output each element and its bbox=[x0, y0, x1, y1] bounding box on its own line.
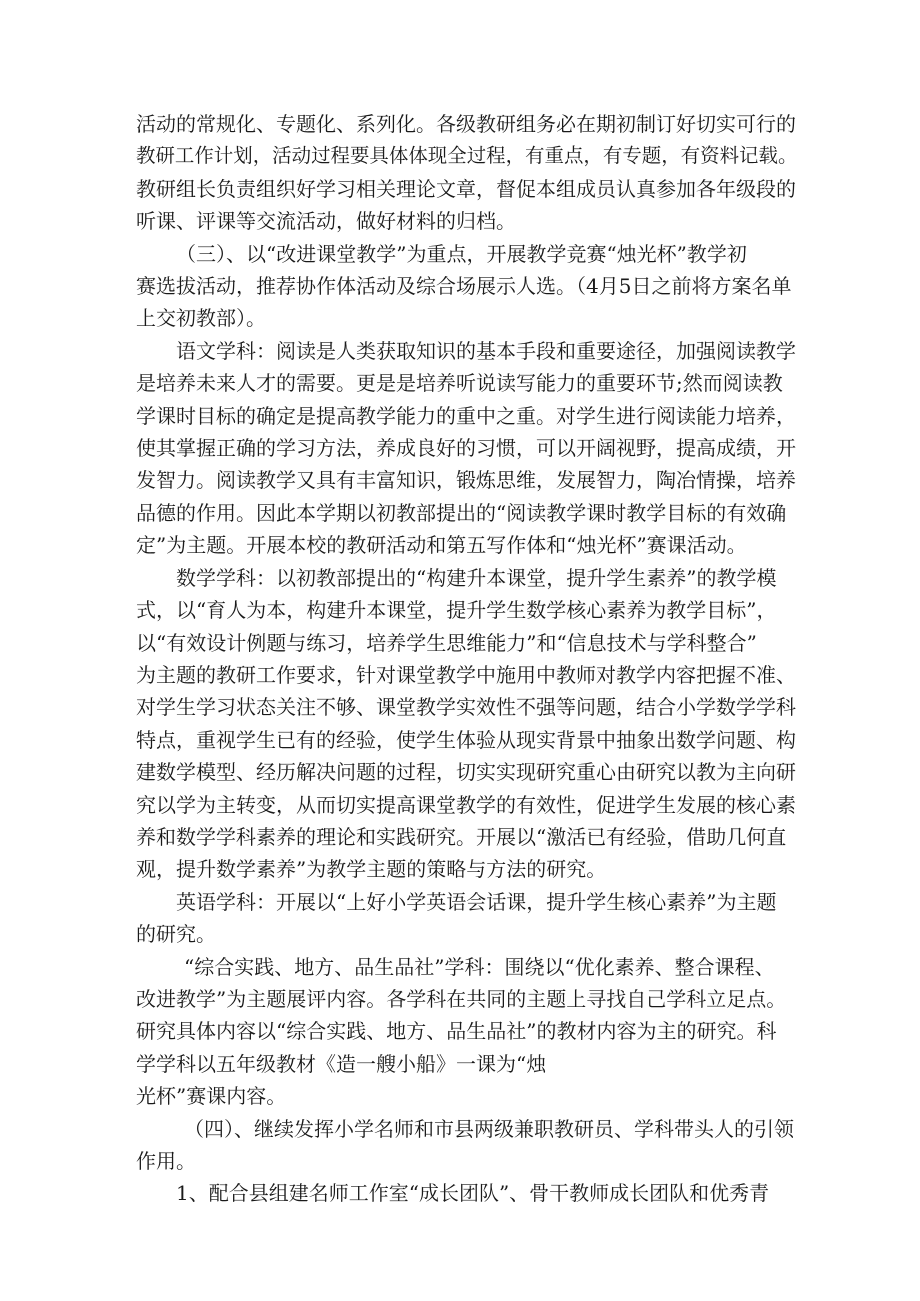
text-line: 数学学科：以初教部提出的“构建升本课堂，提升学生素养”的教学模 bbox=[176, 565, 777, 590]
text-line: 语文学科：阅读是人类获取知识的基本手段和重要途径，加强阅读教学 bbox=[176, 338, 796, 363]
text-line: 学课时目标的确定是提高教学能力的重中之重。对学生进行阅读能力培养， bbox=[136, 403, 796, 428]
text-line: 品德的作用。因此本学期以初教部提出的“阅读教学课时教学目标的有效确 bbox=[136, 500, 787, 525]
text-line: 对学生学习状态关注不够、课堂教学实效性不强等问题，结合小学数学学科 bbox=[136, 695, 796, 720]
text-line: 观，提升数学素养”为教学主题的策略与方法的研究。 bbox=[136, 857, 607, 882]
text-line: 究以学为主转变，从而切实提高课堂教学的有效性，促进学生发展的核心素 bbox=[136, 792, 796, 817]
text-line: 式，以“育人为本，构建升本课堂，提升学生数学核心素养为教学目标”， bbox=[136, 598, 777, 623]
text-line: 以“有效设计例题与练习，培养学生思维能力”和“信息技术与学科整合” bbox=[136, 630, 757, 655]
text-line: 听课、评课等交流活动，做好材料的归档。 bbox=[136, 209, 516, 234]
text-line: “综合实践、地方、品生品社”学科：围绕以“优化素养、整合课程、 bbox=[184, 954, 775, 979]
text-line: 光杯”赛课内容。 bbox=[136, 1084, 287, 1109]
text-line: （四）、继续发挥小学名师和市县两级兼职教研员、学科带头人的引领 bbox=[184, 1116, 794, 1141]
text-line: 研究具体内容以“综合实践、地方、品生品社”的教材内容为主的研究。科 bbox=[136, 1019, 777, 1044]
text-line: （三）、以“改进课堂教学”为重点，开展教学竞赛“烛光杯”教学初 bbox=[176, 241, 747, 266]
text-line: 特点，重视学生已有的经验，使学生体验从现实背景中抽象出数学问题、构 bbox=[136, 727, 796, 752]
text-line: 英语学科：开展以“上好小学英语会话课，提升学生核心素养”为主题 bbox=[176, 889, 777, 914]
text-line: 教研工作计划，活动过程要具体体现全过程，有重点，有专题，有资料记载。 bbox=[136, 144, 798, 168]
text-line: 发智力。阅读教学又具有丰富知识，锻炼思维，发展智力，陶冶情操，培养 bbox=[136, 468, 796, 493]
text-line: 养和数学学科素养的理论和实践研究。开展以“激活已有经验，借助几何直 bbox=[136, 824, 787, 849]
text-line: 是培养未来人才的需要。更是是培养听说读写能力的重要环节;然而阅读教 bbox=[136, 371, 783, 396]
text-line: 活动的常规化、专题化、系列化。各级教研组务必在期初制订好切实可行的 bbox=[136, 112, 796, 136]
text-line: 1、配合县组建名师工作室“成长团队”、骨干教师成长团队和优秀青 bbox=[176, 1181, 770, 1206]
text-line: 为主题的教研工作要求，针对课堂教学中施用中教师对教学内容把握不准、 bbox=[136, 662, 796, 687]
text-line: 使其掌握正确的学习方法，养成良好的习惯，可以开阔视野，提高成绩，开 bbox=[136, 436, 796, 461]
text-line: 作用。 bbox=[136, 1149, 196, 1173]
text-line: 定”为主题。开展本校的教研活动和第五写作体和“烛光杯”赛课活动。 bbox=[136, 533, 747, 558]
text-line: 上交初教部）。 bbox=[136, 306, 266, 331]
text-line: 教研组长负责组织好学习相关理论文章，督促本组成员认真参加各年级段的 bbox=[136, 176, 796, 201]
text-line: 建数学模型、经历解决问题的过程，切实实现研究重心由研究以教为主向研 bbox=[136, 760, 796, 785]
text-line: 的研究。 bbox=[136, 922, 216, 947]
text-line: 改进教学”为主题展评内容。各学科在共同的主题上寻找自己学科立足点。 bbox=[136, 986, 787, 1011]
text-line: 学学科以五年级教材《造一艘小船》一课为“烛 bbox=[136, 1051, 547, 1076]
text-line: 赛选拔活动，推荐协作体活动及综合场展示人选。（4月5日之前将方案名单 bbox=[136, 274, 792, 299]
document-body bbox=[136, 108, 796, 1210]
